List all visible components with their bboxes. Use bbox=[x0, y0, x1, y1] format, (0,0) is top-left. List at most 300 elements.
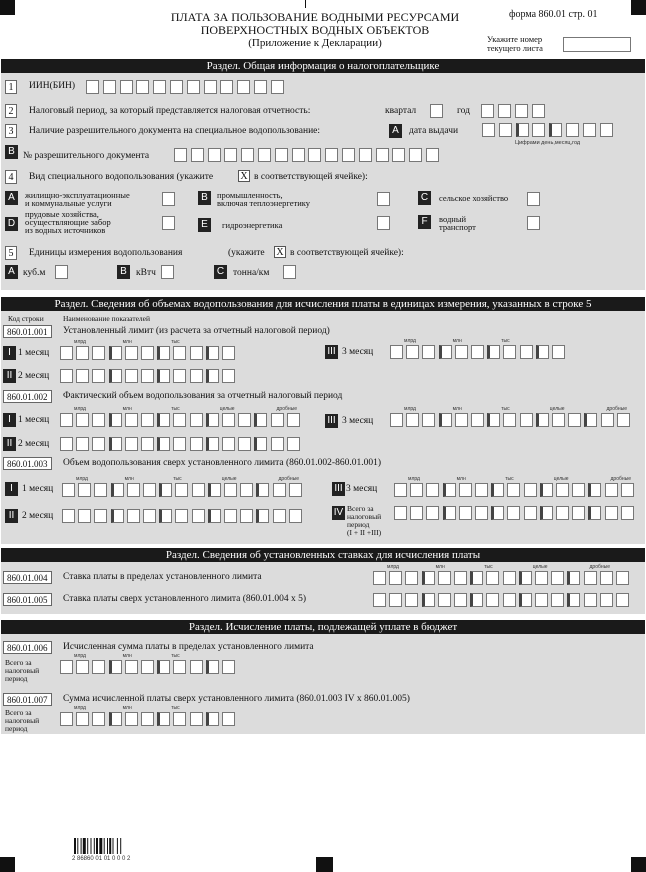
amount-digit-cell[interactable] bbox=[238, 437, 251, 451]
month-badge: I bbox=[5, 482, 18, 496]
amount-digit-cell[interactable] bbox=[143, 509, 156, 523]
amount-digit-cell[interactable] bbox=[289, 509, 302, 523]
digit-cell[interactable] bbox=[292, 148, 305, 162]
section-3-body bbox=[1, 562, 645, 614]
amount-digit-cell[interactable] bbox=[141, 712, 154, 726]
sheet-label: Укажите номер текущего листа bbox=[487, 34, 543, 53]
option-letter: C bbox=[418, 191, 431, 205]
line-code: 860.01.006 bbox=[3, 641, 52, 654]
digit-cell[interactable] bbox=[499, 123, 512, 137]
amount-digit-cell[interactable] bbox=[190, 712, 203, 726]
amount-digit-cell[interactable] bbox=[556, 483, 569, 497]
amount-digit-cell[interactable] bbox=[584, 593, 597, 607]
amount-digit-cell[interactable] bbox=[111, 483, 124, 497]
amount-digit-cell[interactable] bbox=[206, 437, 219, 451]
amount-digit-cell[interactable] bbox=[394, 506, 407, 520]
amount-digit-cell[interactable] bbox=[157, 413, 170, 427]
amount-digit-cell[interactable] bbox=[175, 483, 188, 497]
amount-digit-cell[interactable] bbox=[222, 346, 235, 360]
date-hint: Цифрами день,месяц,год bbox=[515, 140, 581, 146]
unit-mln: млн bbox=[122, 653, 132, 659]
digit-cell[interactable] bbox=[359, 148, 372, 162]
amount-digit-cell[interactable] bbox=[254, 413, 267, 427]
amount-digit-cell[interactable] bbox=[159, 483, 172, 497]
unit-checkbox[interactable] bbox=[55, 265, 68, 279]
amount-digit-cell[interactable] bbox=[443, 483, 456, 497]
amount-digit-cell[interactable] bbox=[471, 413, 484, 427]
amount-digit-cell[interactable] bbox=[240, 509, 253, 523]
amount-digit-cell[interactable] bbox=[206, 413, 219, 427]
amount-digit-cell[interactable] bbox=[76, 712, 89, 726]
amount-digit-cell[interactable] bbox=[159, 509, 172, 523]
amount-digit-cell[interactable] bbox=[173, 712, 186, 726]
section-2-header: Раздел. Сведения об объемах водопользования для исчисления платы в единицах измерения, указанных в строке 5 bbox=[1, 297, 645, 311]
amount-digit-cell[interactable] bbox=[92, 712, 105, 726]
amount-digit-cell[interactable] bbox=[109, 346, 122, 360]
amount-digit-cell[interactable] bbox=[222, 712, 235, 726]
digit-cell[interactable] bbox=[187, 80, 200, 94]
amount-digit-cell[interactable] bbox=[390, 345, 403, 359]
amount-digit-cell[interactable] bbox=[173, 660, 186, 674]
amount-digit-cell[interactable] bbox=[426, 483, 439, 497]
digit-cell[interactable] bbox=[208, 148, 221, 162]
amount-digit-cell[interactable] bbox=[60, 346, 73, 360]
amount-digit-cell[interactable] bbox=[535, 571, 548, 585]
unit-whole: целые bbox=[219, 406, 235, 412]
digit-cell[interactable] bbox=[409, 148, 422, 162]
amount-digit-cell[interactable] bbox=[60, 437, 73, 451]
amount-digit-cell[interactable] bbox=[621, 483, 634, 497]
amount-digit-cell[interactable] bbox=[92, 413, 105, 427]
digit-cell[interactable] bbox=[120, 80, 133, 94]
digit-cell[interactable] bbox=[600, 123, 613, 137]
amount-digit-cell[interactable] bbox=[60, 413, 73, 427]
amount-digit-cell[interactable] bbox=[190, 437, 203, 451]
digit-cell[interactable] bbox=[426, 148, 439, 162]
amount-digit-cell[interactable] bbox=[173, 413, 186, 427]
unit-mlrd: млрд bbox=[387, 564, 399, 570]
amount-digit-cell[interactable] bbox=[127, 509, 140, 523]
amount-digit-cell[interactable] bbox=[109, 413, 122, 427]
use-type-checkbox[interactable] bbox=[377, 216, 390, 230]
digit-cell[interactable] bbox=[549, 123, 562, 137]
amount-digit-cell[interactable] bbox=[551, 571, 564, 585]
amount-digit-cell[interactable] bbox=[206, 660, 219, 674]
unit-frac: дробные bbox=[278, 476, 299, 482]
amount-digit-cell[interactable] bbox=[254, 437, 267, 451]
sheet-number-field[interactable] bbox=[563, 37, 631, 52]
digit-cell[interactable] bbox=[516, 123, 529, 137]
amount-digit-cell[interactable] bbox=[588, 483, 601, 497]
amount-digit-cell[interactable] bbox=[76, 413, 89, 427]
amount-digit-cell[interactable] bbox=[109, 712, 122, 726]
section-4-header: Раздел. Исчисление платы, подлежащей уплате в бюджет bbox=[1, 620, 645, 634]
amount-digit-cell[interactable] bbox=[141, 413, 154, 427]
amount-digit-cell[interactable] bbox=[289, 483, 302, 497]
amount-digit-cell[interactable] bbox=[190, 660, 203, 674]
digit-cell[interactable] bbox=[254, 80, 267, 94]
total-label: Всего за налоговый период bbox=[5, 708, 40, 733]
digit-cell[interactable] bbox=[532, 123, 545, 137]
unit-mlrd: млрд bbox=[74, 705, 86, 711]
amount-digit-cell[interactable] bbox=[389, 593, 402, 607]
amount-digit-cell[interactable] bbox=[524, 483, 537, 497]
quarter-field[interactable] bbox=[430, 104, 443, 118]
digit-cell[interactable] bbox=[258, 148, 271, 162]
amount-digit-cell[interactable] bbox=[567, 571, 580, 585]
unit-mlrd: млрд bbox=[408, 476, 420, 482]
iin-label: ИИН(БИН) bbox=[29, 81, 76, 91]
amount-digit-cell[interactable] bbox=[536, 413, 549, 427]
digit-cell[interactable] bbox=[275, 148, 288, 162]
amount-digit-cell[interactable] bbox=[616, 593, 629, 607]
amount-digit-cell[interactable] bbox=[60, 660, 73, 674]
amount-digit-cell[interactable] bbox=[224, 483, 237, 497]
amount-digit-cell[interactable] bbox=[222, 660, 235, 674]
unit-option-label: тонна/км bbox=[233, 268, 270, 278]
amount-digit-cell[interactable] bbox=[271, 437, 284, 451]
digit-cell[interactable] bbox=[271, 80, 284, 94]
amount-digit-cell[interactable] bbox=[600, 593, 613, 607]
amount-digit-cell[interactable] bbox=[287, 437, 300, 451]
amount-digit-cell[interactable] bbox=[487, 413, 500, 427]
amount-digit-cell[interactable] bbox=[487, 345, 500, 359]
option-letter: A bbox=[5, 265, 18, 279]
amount-digit-cell[interactable] bbox=[422, 593, 435, 607]
amount-digit-cell[interactable] bbox=[94, 509, 107, 523]
amount-digit-cell[interactable] bbox=[390, 413, 403, 427]
unit-tys: тыс bbox=[501, 406, 510, 412]
option-letter: D bbox=[5, 217, 18, 231]
amount-digit-cell[interactable] bbox=[78, 509, 91, 523]
unit-mln: млн bbox=[122, 339, 132, 345]
amount-digit-cell[interactable] bbox=[109, 660, 122, 674]
amount-digit-cell[interactable] bbox=[92, 660, 105, 674]
rate-limit-label: Ставка платы в пределах установленного лимита bbox=[63, 572, 262, 582]
digit-cell[interactable] bbox=[325, 148, 338, 162]
rate-excess-label: Ставка платы сверх установленного лимита (860.01.004 x 5) bbox=[63, 594, 307, 604]
amount-digit-cell[interactable] bbox=[439, 345, 452, 359]
amount-digit-cell[interactable] bbox=[567, 593, 580, 607]
digit-cell[interactable] bbox=[482, 123, 495, 137]
amount-digit-cell[interactable] bbox=[443, 506, 456, 520]
use-type-checkbox[interactable] bbox=[162, 192, 175, 206]
amount-digit-cell[interactable] bbox=[475, 506, 488, 520]
amount-digit-cell[interactable] bbox=[173, 346, 186, 360]
amount-digit-cell[interactable] bbox=[373, 571, 386, 585]
barcode-bar bbox=[83, 838, 86, 854]
amount-digit-cell[interactable] bbox=[206, 346, 219, 360]
option-letter: B bbox=[5, 145, 18, 159]
amount-digit-cell[interactable] bbox=[617, 413, 630, 427]
top-tick bbox=[305, 0, 306, 8]
amount-digit-cell[interactable] bbox=[125, 413, 138, 427]
digit-cell[interactable] bbox=[308, 148, 321, 162]
digit-cell[interactable] bbox=[174, 148, 187, 162]
line-code: 860.01.001 bbox=[3, 325, 52, 338]
digit-cell[interactable] bbox=[481, 104, 494, 118]
digit-cell[interactable] bbox=[204, 80, 217, 94]
amount-digit-cell[interactable] bbox=[287, 413, 300, 427]
amount-digit-cell[interactable] bbox=[601, 413, 614, 427]
use-type-checkbox[interactable] bbox=[527, 192, 540, 206]
digit-cell[interactable] bbox=[566, 123, 579, 137]
amount-digit-cell[interactable] bbox=[588, 506, 601, 520]
digit-cell[interactable] bbox=[532, 104, 545, 118]
amount-digit-cell[interactable] bbox=[540, 483, 553, 497]
amount-digit-cell[interactable] bbox=[621, 506, 634, 520]
amount-digit-cell[interactable] bbox=[206, 369, 219, 383]
use-type-checkbox[interactable] bbox=[162, 216, 175, 230]
digit-cell[interactable] bbox=[153, 80, 166, 94]
amount-digit-cell[interactable] bbox=[240, 483, 253, 497]
amount-digit-cell[interactable] bbox=[535, 593, 548, 607]
amount-digit-cell[interactable] bbox=[520, 345, 533, 359]
amount-digit-cell[interactable] bbox=[141, 660, 154, 674]
amount-digit-cell[interactable] bbox=[157, 369, 170, 383]
unit-checkbox[interactable] bbox=[161, 265, 174, 279]
amount-digit-cell[interactable] bbox=[60, 712, 73, 726]
amount-digit-cell[interactable] bbox=[551, 593, 564, 607]
amount-digit-cell[interactable] bbox=[208, 509, 221, 523]
amount-digit-cell[interactable] bbox=[141, 437, 154, 451]
digit-cell[interactable] bbox=[515, 104, 528, 118]
amount-digit-cell[interactable] bbox=[143, 483, 156, 497]
amount-digit-cell[interactable] bbox=[491, 506, 504, 520]
month-label: 3 месяц bbox=[342, 416, 374, 426]
amount-digit-cell[interactable] bbox=[438, 593, 451, 607]
amount-digit-cell[interactable] bbox=[455, 345, 468, 359]
unit-checkbox[interactable] bbox=[283, 265, 296, 279]
digit-cell[interactable] bbox=[136, 80, 149, 94]
digit-cell[interactable] bbox=[86, 80, 99, 94]
corner-mark bbox=[0, 0, 15, 15]
amount-digit-cell[interactable] bbox=[222, 437, 235, 451]
row-number: 1 bbox=[5, 80, 17, 94]
amount-digit-cell[interactable] bbox=[422, 413, 435, 427]
amount-digit-cell[interactable] bbox=[157, 437, 170, 451]
amount-digit-cell[interactable] bbox=[60, 369, 73, 383]
amount-digit-cell[interactable] bbox=[471, 345, 484, 359]
amount-digit-cell[interactable] bbox=[605, 506, 618, 520]
amount-digit-cell[interactable] bbox=[125, 346, 138, 360]
unit-tys: тыс bbox=[501, 338, 510, 344]
digit-cell[interactable] bbox=[224, 148, 237, 162]
amount-digit-cell[interactable] bbox=[552, 413, 565, 427]
amount-digit-cell[interactable] bbox=[157, 346, 170, 360]
digit-cell[interactable] bbox=[170, 80, 183, 94]
amount-digit-cell[interactable] bbox=[405, 571, 418, 585]
total-period-label: Всего за налоговый период (I + II +III) bbox=[347, 504, 382, 537]
use-type-option-label: прудовые хозяйства, осуществляющие забор из водных источников bbox=[25, 209, 111, 235]
amount-digit-cell[interactable] bbox=[438, 571, 451, 585]
amount-digit-cell[interactable] bbox=[206, 712, 219, 726]
unit-frac: дробные bbox=[606, 406, 627, 412]
amount-digit-cell[interactable] bbox=[92, 437, 105, 451]
x-sample: X bbox=[274, 246, 286, 258]
amount-digit-cell[interactable] bbox=[605, 483, 618, 497]
amount-digit-cell[interactable] bbox=[459, 506, 472, 520]
digit-cell[interactable] bbox=[342, 148, 355, 162]
corner-mark bbox=[631, 857, 646, 872]
digit-cell[interactable] bbox=[220, 80, 233, 94]
amount-digit-cell[interactable] bbox=[572, 506, 585, 520]
amount-digit-cell[interactable] bbox=[406, 413, 419, 427]
amount-digit-cell[interactable] bbox=[76, 660, 89, 674]
page-title: ПЛАТА ЗА ПОЛЬЗОВАНИЕ ВОДНЫМИ РЕСУРСАМИ ПОВЕРХНОСТНЫХ ВОДНЫХ ОБЪЕКТОВ (Приложение к Декларации) bbox=[170, 10, 460, 49]
amount-digit-cell[interactable] bbox=[273, 509, 286, 523]
amount-digit-cell[interactable] bbox=[454, 571, 467, 585]
amount-digit-cell[interactable] bbox=[600, 571, 613, 585]
amount-digit-cell[interactable] bbox=[540, 506, 553, 520]
amount-digit-cell[interactable] bbox=[125, 437, 138, 451]
amount-digit-cell[interactable] bbox=[616, 571, 629, 585]
amount-digit-cell[interactable] bbox=[127, 483, 140, 497]
amount-digit-cell[interactable] bbox=[470, 593, 483, 607]
amount-digit-cell[interactable] bbox=[475, 483, 488, 497]
unit-tys: тыс bbox=[171, 339, 180, 345]
amount-digit-cell[interactable] bbox=[222, 369, 235, 383]
amount-digit-cell[interactable] bbox=[426, 506, 439, 520]
unit-mlrd: млрд bbox=[74, 406, 86, 412]
amount-digit-cell[interactable] bbox=[503, 571, 516, 585]
amount-digit-cell[interactable] bbox=[503, 593, 516, 607]
amount-digit-cell[interactable] bbox=[76, 369, 89, 383]
unit-mlrd: млрд bbox=[404, 406, 416, 412]
excess-label: Объем водопользования сверх установленного лимита (860.01.002-860.01.001) bbox=[63, 458, 381, 468]
amount-digit-cell[interactable] bbox=[470, 571, 483, 585]
amount-digit-cell[interactable] bbox=[507, 483, 520, 497]
amount-digit-cell[interactable] bbox=[92, 369, 105, 383]
row-number: 2 bbox=[5, 104, 17, 118]
amount-digit-cell[interactable] bbox=[175, 509, 188, 523]
amount-digit-cell[interactable] bbox=[536, 345, 549, 359]
digit-cell[interactable] bbox=[191, 148, 204, 162]
digit-cell[interactable] bbox=[103, 80, 116, 94]
digit-cell[interactable] bbox=[237, 80, 250, 94]
amount-digit-cell[interactable] bbox=[410, 483, 423, 497]
unit-whole: целые bbox=[549, 406, 565, 412]
amount-digit-cell[interactable] bbox=[192, 509, 205, 523]
amount-digit-cell[interactable] bbox=[491, 483, 504, 497]
amount-digit-cell[interactable] bbox=[271, 413, 284, 427]
amount-digit-cell[interactable] bbox=[173, 437, 186, 451]
amount-digit-cell[interactable] bbox=[422, 345, 435, 359]
amount-digit-cell[interactable] bbox=[507, 506, 520, 520]
amount-digit-cell[interactable] bbox=[62, 509, 75, 523]
digit-cell[interactable] bbox=[376, 148, 389, 162]
amount-digit-cell[interactable] bbox=[459, 483, 472, 497]
amount-digit-cell[interactable] bbox=[109, 437, 122, 451]
amount-digit-cell[interactable] bbox=[556, 506, 569, 520]
amount-digit-cell[interactable] bbox=[405, 593, 418, 607]
amount-digit-cell[interactable] bbox=[109, 369, 122, 383]
amount-digit-cell[interactable] bbox=[584, 571, 597, 585]
unit-tys: тыс bbox=[505, 476, 514, 482]
amount-digit-cell[interactable] bbox=[552, 345, 565, 359]
amount-digit-cell[interactable] bbox=[190, 369, 203, 383]
amount-digit-cell[interactable] bbox=[520, 413, 533, 427]
amount-digit-cell[interactable] bbox=[62, 483, 75, 497]
section-1-header: Раздел. Общая информация о налогоплательщике bbox=[1, 59, 645, 73]
period-label: Налоговый период, за который представляется налоговая отчетность: bbox=[29, 106, 311, 116]
amount-digit-cell[interactable] bbox=[238, 413, 251, 427]
x-sample: X bbox=[238, 170, 250, 182]
amount-digit-cell[interactable] bbox=[519, 571, 532, 585]
digit-cell[interactable] bbox=[392, 148, 405, 162]
amount-digit-cell[interactable] bbox=[157, 712, 170, 726]
use-type-checkbox[interactable] bbox=[377, 192, 390, 206]
month-label: 3 месяц bbox=[346, 484, 378, 494]
permit-number-label: № разрешительного документа bbox=[23, 151, 150, 161]
amount-digit-cell[interactable] bbox=[125, 712, 138, 726]
amount-digit-cell[interactable] bbox=[256, 483, 269, 497]
year-label: год bbox=[457, 106, 470, 116]
amount-digit-cell[interactable] bbox=[125, 660, 138, 674]
amount-digit-cell[interactable] bbox=[173, 369, 186, 383]
amount-digit-cell[interactable] bbox=[157, 660, 170, 674]
amount-digit-cell[interactable] bbox=[125, 369, 138, 383]
amount-digit-cell[interactable] bbox=[584, 413, 597, 427]
amount-digit-cell[interactable] bbox=[422, 571, 435, 585]
amount-digit-cell[interactable] bbox=[141, 369, 154, 383]
amount-digit-cell[interactable] bbox=[503, 345, 516, 359]
digit-cell[interactable] bbox=[583, 123, 596, 137]
amount-digit-cell[interactable] bbox=[519, 593, 532, 607]
amount-digit-cell[interactable] bbox=[256, 509, 269, 523]
amount-digit-cell[interactable] bbox=[94, 483, 107, 497]
unit-mln: млн bbox=[124, 476, 134, 482]
amount-digit-cell[interactable] bbox=[503, 413, 516, 427]
amount-digit-cell[interactable] bbox=[273, 483, 286, 497]
unit-tys: тыс bbox=[484, 564, 493, 570]
amount-digit-cell[interactable] bbox=[192, 483, 205, 497]
digit-cell[interactable] bbox=[241, 148, 254, 162]
amount-digit-cell[interactable] bbox=[389, 571, 402, 585]
amount-digit-cell[interactable] bbox=[190, 346, 203, 360]
amount-digit-cell[interactable] bbox=[76, 437, 89, 451]
amount-digit-cell[interactable] bbox=[486, 593, 499, 607]
digit-cell[interactable] bbox=[498, 104, 511, 118]
amount-digit-cell[interactable] bbox=[78, 483, 91, 497]
amount-digit-cell[interactable] bbox=[454, 593, 467, 607]
amount-digit-cell[interactable] bbox=[455, 413, 468, 427]
month-badge: III bbox=[325, 414, 338, 428]
amount-digit-cell[interactable] bbox=[486, 571, 499, 585]
amount-digit-cell[interactable] bbox=[190, 413, 203, 427]
amount-digit-cell[interactable] bbox=[410, 506, 423, 520]
amount-digit-cell[interactable] bbox=[394, 483, 407, 497]
amount-digit-cell[interactable] bbox=[111, 509, 124, 523]
option-letter: A bbox=[389, 124, 402, 138]
amount-digit-cell[interactable] bbox=[572, 483, 585, 497]
unit-whole: целые bbox=[221, 476, 237, 482]
amount-digit-cell[interactable] bbox=[524, 506, 537, 520]
amount-digit-cell[interactable] bbox=[373, 593, 386, 607]
amount-digit-cell[interactable] bbox=[76, 346, 89, 360]
corner-mark bbox=[316, 857, 333, 872]
amount-digit-cell[interactable] bbox=[406, 345, 419, 359]
amount-digit-cell[interactable] bbox=[92, 346, 105, 360]
amount-digit-cell[interactable] bbox=[568, 413, 581, 427]
amount-digit-cell[interactable] bbox=[439, 413, 452, 427]
form-number: форма 860.01 стр. 01 bbox=[509, 9, 598, 20]
amount-digit-cell[interactable] bbox=[224, 509, 237, 523]
amount-digit-cell[interactable] bbox=[222, 413, 235, 427]
amount-digit-cell[interactable] bbox=[208, 483, 221, 497]
amount-digit-cell[interactable] bbox=[141, 346, 154, 360]
use-type-checkbox[interactable] bbox=[527, 216, 540, 230]
